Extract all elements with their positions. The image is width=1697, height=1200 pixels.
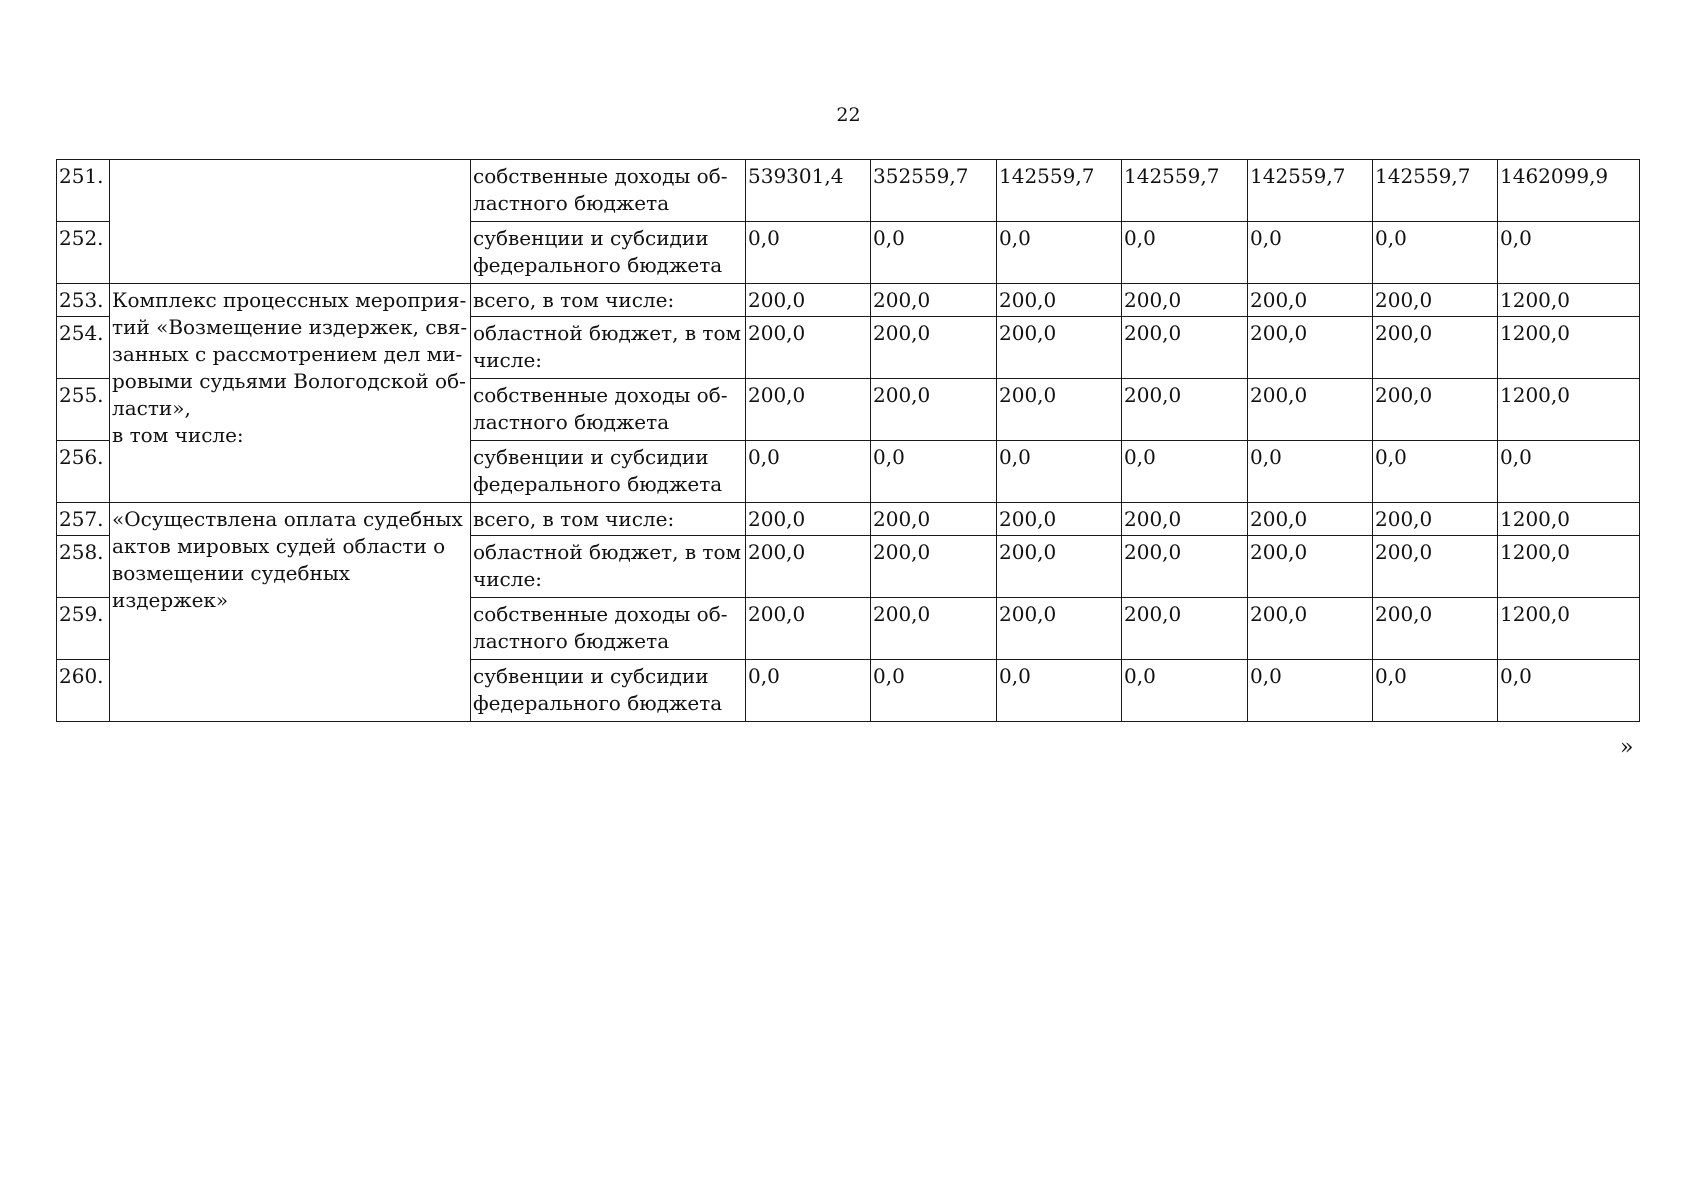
year-value: 0,0 <box>1122 660 1248 722</box>
funding-source: собственные доходы об- ластного бюджета <box>471 598 746 660</box>
year-value: 200,0 <box>746 317 871 379</box>
year-value: 200,0 <box>871 598 997 660</box>
year-value: 200,0 <box>1248 284 1373 317</box>
funding-source: областной бюджет, в том числе: <box>471 317 746 379</box>
year-value: 0,0 <box>746 441 871 503</box>
description-complex: Комплекс процессных мероприя- тий «Возмещение издержек, свя- занных с рассмотрением дел ми- ровыми судьями Вологодской об- ласти», в том числе: <box>110 284 471 503</box>
year-value: 200,0 <box>746 379 871 441</box>
description-empty <box>110 160 471 284</box>
year-value: 200,0 <box>997 317 1122 379</box>
year-value: 200,0 <box>871 284 997 317</box>
row-number: 252. <box>57 222 110 284</box>
funding-source: собственные доходы об- ластного бюджета <box>471 379 746 441</box>
year-value: 200,0 <box>1373 317 1498 379</box>
year-value: 200,0 <box>1122 317 1248 379</box>
year-value: 200,0 <box>997 379 1122 441</box>
funding-source: субвенции и субсидии федерального бюджета <box>471 222 746 284</box>
year-value: 352559,7 <box>871 160 997 222</box>
funding-source: всего, в том числе: <box>471 503 746 536</box>
total-value: 0,0 <box>1498 660 1640 722</box>
year-value: 200,0 <box>1122 536 1248 598</box>
row-number: 257. <box>57 503 110 536</box>
funding-source: областной бюджет, в том числе: <box>471 536 746 598</box>
year-value: 0,0 <box>1373 660 1498 722</box>
row-number: 258. <box>57 536 110 598</box>
year-value: 200,0 <box>1373 598 1498 660</box>
total-value: 1200,0 <box>1498 536 1640 598</box>
year-value: 0,0 <box>1248 222 1373 284</box>
year-value: 200,0 <box>1248 598 1373 660</box>
total-value: 0,0 <box>1498 222 1640 284</box>
row-number: 256. <box>57 441 110 503</box>
row-number: 251. <box>57 160 110 222</box>
year-value: 200,0 <box>997 284 1122 317</box>
funding-source: субвенции и субсидии федерального бюджета <box>471 441 746 503</box>
total-value: 1200,0 <box>1498 317 1640 379</box>
page-number: 22 <box>836 104 861 126</box>
total-value: 0,0 <box>1498 441 1640 503</box>
budget-table <box>56 159 1640 722</box>
total-value: 1200,0 <box>1498 503 1640 536</box>
year-value: 200,0 <box>746 284 871 317</box>
year-value: 200,0 <box>1373 284 1498 317</box>
year-value: 200,0 <box>871 379 997 441</box>
year-value: 142559,7 <box>997 160 1122 222</box>
year-value: 200,0 <box>1373 536 1498 598</box>
year-value: 142559,7 <box>1248 160 1373 222</box>
year-value: 200,0 <box>1248 317 1373 379</box>
funding-source: всего, в том числе: <box>471 284 746 317</box>
year-value: 0,0 <box>997 660 1122 722</box>
year-value: 200,0 <box>871 536 997 598</box>
year-value: 200,0 <box>1373 503 1498 536</box>
year-value: 0,0 <box>871 222 997 284</box>
year-value: 200,0 <box>997 536 1122 598</box>
year-value: 200,0 <box>871 503 997 536</box>
year-value: 200,0 <box>746 536 871 598</box>
year-value: 0,0 <box>871 441 997 503</box>
funding-source: субвенции и субсидии федерального бюджета <box>471 660 746 722</box>
year-value: 0,0 <box>1248 660 1373 722</box>
year-value: 200,0 <box>997 598 1122 660</box>
year-value: 0,0 <box>1373 441 1498 503</box>
funding-source: собственные доходы об- ластного бюджета <box>471 160 746 222</box>
year-value: 0,0 <box>871 660 997 722</box>
year-value: 0,0 <box>1373 222 1498 284</box>
year-value: 0,0 <box>1248 441 1373 503</box>
total-value: 1200,0 <box>1498 379 1640 441</box>
year-value: 200,0 <box>997 503 1122 536</box>
year-value: 142559,7 <box>1122 160 1248 222</box>
table-row <box>57 503 1640 536</box>
total-value: 1462099,9 <box>1498 160 1640 222</box>
table-row <box>57 160 1640 222</box>
row-number: 260. <box>57 660 110 722</box>
year-value: 200,0 <box>1122 379 1248 441</box>
year-value: 0,0 <box>746 222 871 284</box>
total-value: 1200,0 <box>1498 284 1640 317</box>
closing-quote-mark: » <box>1620 735 1634 760</box>
year-value: 200,0 <box>1248 503 1373 536</box>
year-value: 200,0 <box>1373 379 1498 441</box>
year-value: 539301,4 <box>746 160 871 222</box>
table-body <box>57 160 1640 722</box>
row-number: 254. <box>57 317 110 379</box>
year-value: 0,0 <box>997 222 1122 284</box>
year-value: 142559,7 <box>1373 160 1498 222</box>
year-value: 200,0 <box>1122 503 1248 536</box>
year-value: 200,0 <box>746 598 871 660</box>
year-value: 0,0 <box>1122 222 1248 284</box>
year-value: 200,0 <box>871 317 997 379</box>
row-number: 253. <box>57 284 110 317</box>
row-number: 259. <box>57 598 110 660</box>
year-value: 0,0 <box>1122 441 1248 503</box>
year-value: 0,0 <box>997 441 1122 503</box>
year-value: 0,0 <box>746 660 871 722</box>
year-value: 200,0 <box>746 503 871 536</box>
row-number: 255. <box>57 379 110 441</box>
year-value: 200,0 <box>1248 536 1373 598</box>
year-value: 200,0 <box>1122 284 1248 317</box>
year-value: 200,0 <box>1122 598 1248 660</box>
year-value: 200,0 <box>1248 379 1373 441</box>
total-value: 1200,0 <box>1498 598 1640 660</box>
table-row <box>57 284 1640 317</box>
description-result: «Осуществлена оплата судебных актов мировых судей области о возмещении судебных издержек» <box>110 503 471 722</box>
